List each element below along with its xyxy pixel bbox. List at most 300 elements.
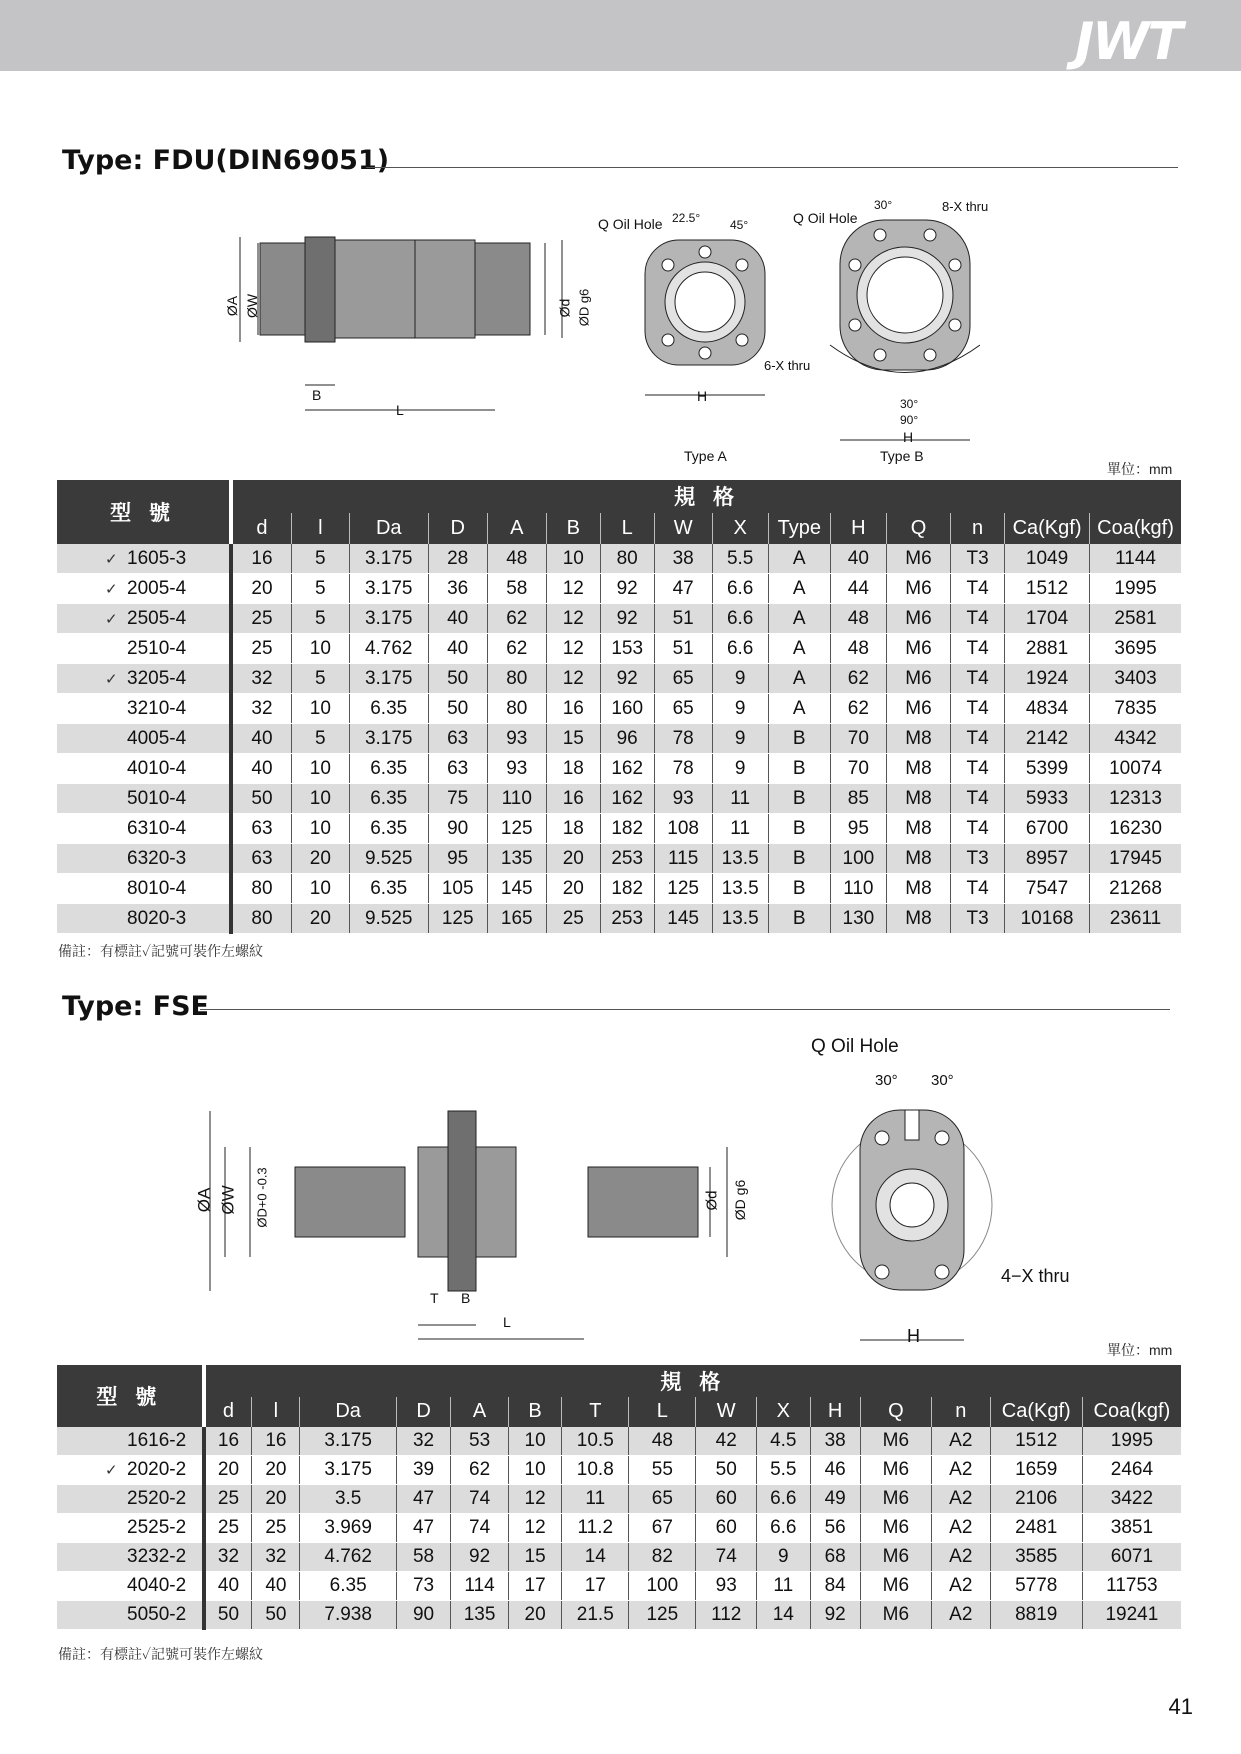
table-cell: 6.6 xyxy=(712,604,768,634)
table-cell: 160 xyxy=(600,694,654,724)
table-cell: 58 xyxy=(487,574,546,604)
model-label: 1616-2 xyxy=(127,1430,187,1451)
table-cell: 125 xyxy=(428,904,487,934)
table-row xyxy=(57,1514,1181,1543)
table-cell: 10 xyxy=(291,814,349,844)
table-cell: 2106 xyxy=(990,1485,1082,1514)
table-cell: A2 xyxy=(931,1456,990,1485)
table-cell: 40 xyxy=(428,604,487,634)
table-cell: T4 xyxy=(951,694,1005,724)
table-cell: M6 xyxy=(860,1572,931,1601)
fse-label-angle30a: 30° xyxy=(875,1072,898,1089)
model-cell xyxy=(57,754,231,784)
fdu-col-header: Q xyxy=(886,513,950,545)
table-cell: 110 xyxy=(487,784,546,814)
table-cell: 5 xyxy=(291,544,349,574)
model-label: 8010-4 xyxy=(127,877,187,899)
table-cell: 9 xyxy=(712,754,768,784)
fse-spec-header: 規 格 xyxy=(204,1365,1181,1397)
table-row xyxy=(57,694,1181,724)
table-cell: 1512 xyxy=(1005,574,1090,604)
fdu-label-h-a: H xyxy=(697,388,708,404)
table-cell: 67 xyxy=(629,1514,696,1543)
table-cell: 5399 xyxy=(1005,754,1090,784)
table-cell: 16230 xyxy=(1090,814,1181,844)
table-cell: 70 xyxy=(830,754,886,784)
model-cell xyxy=(57,904,231,934)
table-cell: 125 xyxy=(629,1601,696,1630)
table-cell: 60 xyxy=(696,1485,757,1514)
table-cell: 25 xyxy=(546,904,600,934)
table-cell: 93 xyxy=(696,1572,757,1601)
table-cell: 10 xyxy=(291,784,349,814)
table-cell: 4342 xyxy=(1090,724,1181,754)
table-cell: 17 xyxy=(562,1572,629,1601)
fdu-label-oilhole-a: Q Oil Hole xyxy=(598,216,663,232)
table-row xyxy=(57,874,1181,904)
table-row xyxy=(57,844,1181,874)
table-cell: 6.6 xyxy=(712,634,768,664)
table-cell: 38 xyxy=(810,1427,860,1456)
table-cell: 114 xyxy=(451,1572,509,1601)
fse-label-thru: 4−X thru xyxy=(1001,1266,1070,1286)
fdu-spec-header: 規 格 xyxy=(231,480,1181,513)
fse-unit-label: 單位：mm xyxy=(1107,1342,1173,1358)
table-cell: 1704 xyxy=(1005,604,1090,634)
table-cell: B xyxy=(768,874,830,904)
table-cell: M6 xyxy=(886,634,950,664)
fse-col-header: X xyxy=(757,1397,810,1428)
table-cell: 125 xyxy=(654,874,712,904)
fse-label-l: L xyxy=(503,1314,511,1330)
model-label: 6310-4 xyxy=(127,817,187,839)
table-cell: 9 xyxy=(712,664,768,694)
table-cell: 3.5 xyxy=(300,1485,396,1514)
table-cell: 40 xyxy=(428,634,487,664)
table-cell: A2 xyxy=(931,1601,990,1630)
table-cell: 1924 xyxy=(1005,664,1090,694)
table-cell: 95 xyxy=(428,844,487,874)
fdu-label-angle45: 45° xyxy=(730,218,749,232)
table-cell: A2 xyxy=(931,1514,990,1543)
table-cell: T3 xyxy=(951,904,1005,934)
table-cell: 12 xyxy=(508,1514,561,1543)
table-cell: B xyxy=(768,814,830,844)
fdu-col-header: Ca(Kgf) xyxy=(1005,513,1090,545)
table-cell: M8 xyxy=(886,784,950,814)
table-cell: 115 xyxy=(654,844,712,874)
table-cell: A2 xyxy=(931,1485,990,1514)
table-cell: 50 xyxy=(231,784,291,814)
fse-col-header: n xyxy=(931,1397,990,1428)
table-cell: 74 xyxy=(696,1543,757,1572)
table-cell: 90 xyxy=(396,1601,450,1630)
table-cell: 25 xyxy=(204,1514,252,1543)
table-cell: 5.5 xyxy=(712,544,768,574)
table-cell: 40 xyxy=(231,754,291,784)
fdu-col-header: n xyxy=(951,513,1005,545)
fdu-note-suffix: 記號可裝作左螺紋 xyxy=(151,943,264,959)
table-cell: 10074 xyxy=(1090,754,1181,784)
table-cell: 16 xyxy=(546,784,600,814)
fse-col-header: A xyxy=(451,1397,509,1428)
table-cell: 125 xyxy=(487,814,546,844)
table-cell: 74 xyxy=(451,1485,509,1514)
fdu-col-header: D xyxy=(428,513,487,545)
table-cell: 6700 xyxy=(1005,814,1090,844)
table-cell: M6 xyxy=(886,544,950,574)
table-cell: T3 xyxy=(951,844,1005,874)
table-cell: A xyxy=(768,664,830,694)
table-cell: 3.175 xyxy=(300,1427,396,1456)
table-cell: 6071 xyxy=(1082,1543,1181,1572)
table-cell: B xyxy=(768,724,830,754)
table-cell: M6 xyxy=(860,1543,931,1572)
model-cell xyxy=(57,1572,204,1601)
model-label: 3210-4 xyxy=(127,697,187,719)
table-cell: 11 xyxy=(712,784,768,814)
table-cell: 12313 xyxy=(1090,784,1181,814)
fdu-col-header: H xyxy=(830,513,886,545)
fdu-col-header: B xyxy=(546,513,600,545)
fdu-label-thru-a: 6-X thru xyxy=(764,358,811,373)
check-icon: ✓ xyxy=(142,943,152,959)
table-cell: 80 xyxy=(231,874,291,904)
table-row xyxy=(57,904,1181,934)
table-cell: 10.5 xyxy=(562,1427,629,1456)
fdu-label-type-a: Type A xyxy=(684,448,727,464)
fse-spec-table xyxy=(57,1365,1181,1630)
table-cell: 6.35 xyxy=(349,754,428,784)
fse-model-header: 型 號 xyxy=(57,1365,204,1427)
table-cell: 25 xyxy=(204,1485,252,1514)
table-cell: 5 xyxy=(291,604,349,634)
fse-drawing xyxy=(190,1035,1090,1355)
model-label: 2005-4 xyxy=(127,577,187,599)
table-cell: 9 xyxy=(757,1543,810,1572)
table-cell: 93 xyxy=(487,754,546,784)
table-cell: 50 xyxy=(252,1601,300,1630)
table-cell: 36 xyxy=(428,574,487,604)
fse-col-header: H xyxy=(810,1397,860,1428)
page-number: 41 xyxy=(1168,1694,1193,1719)
table-cell: 6.6 xyxy=(757,1485,810,1514)
table-cell: 10 xyxy=(508,1427,561,1456)
table-cell: 6.6 xyxy=(712,574,768,604)
fse-col-header: d xyxy=(204,1397,252,1428)
table-cell: 92 xyxy=(810,1601,860,1630)
table-cell: 145 xyxy=(487,874,546,904)
table-cell: 42 xyxy=(696,1427,757,1456)
table-cell: M6 xyxy=(886,574,950,604)
brand-logo: JWT xyxy=(1074,12,1181,72)
table-cell: 62 xyxy=(451,1456,509,1485)
table-cell: 253 xyxy=(600,904,654,934)
table-cell: M8 xyxy=(886,754,950,784)
fdu-note-prefix: 備註：有標註 xyxy=(58,943,142,959)
fdu-label-oilhole-b: Q Oil Hole xyxy=(793,210,858,226)
table-cell: 73 xyxy=(396,1572,450,1601)
table-cell: 51 xyxy=(654,604,712,634)
model-cell xyxy=(57,1456,204,1485)
table-row xyxy=(57,1456,1181,1485)
table-cell: M8 xyxy=(886,904,950,934)
table-cell: 32 xyxy=(252,1543,300,1572)
fdu-label-h-b: H xyxy=(903,429,914,445)
table-cell: 7.938 xyxy=(300,1601,396,1630)
table-cell: A xyxy=(768,634,830,664)
table-cell: 7835 xyxy=(1090,694,1181,724)
table-cell: 6.6 xyxy=(757,1514,810,1543)
table-cell: 13.5 xyxy=(712,904,768,934)
table-cell: 14 xyxy=(757,1601,810,1630)
table-cell: 3.175 xyxy=(349,604,428,634)
table-cell: 16 xyxy=(546,694,600,724)
model-label: 5050-2 xyxy=(127,1604,187,1625)
table-cell: 130 xyxy=(830,904,886,934)
model-label: 2520-2 xyxy=(127,1488,187,1509)
fdu-label-l: L xyxy=(396,402,404,418)
table-row xyxy=(57,1601,1181,1630)
table-cell: 2581 xyxy=(1090,604,1181,634)
table-cell: 1512 xyxy=(990,1427,1082,1456)
table-cell: 62 xyxy=(487,634,546,664)
model-cell xyxy=(57,694,231,724)
table-cell: M6 xyxy=(886,664,950,694)
fse-label-angle30b: 30° xyxy=(931,1072,954,1089)
fse-label-b: B xyxy=(461,1290,471,1306)
table-cell: 40 xyxy=(231,724,291,754)
table-cell: 3.175 xyxy=(300,1456,396,1485)
table-cell: 75 xyxy=(428,784,487,814)
table-cell: M8 xyxy=(886,814,950,844)
model-cell xyxy=(57,724,231,754)
table-cell: 48 xyxy=(830,604,886,634)
table-cell: T4 xyxy=(951,664,1005,694)
table-cell: 182 xyxy=(600,814,654,844)
table-cell: 95 xyxy=(830,814,886,844)
model-label: 2505-4 xyxy=(127,607,187,629)
table-cell: 2481 xyxy=(990,1514,1082,1543)
table-cell: A2 xyxy=(931,1543,990,1572)
table-cell: 28 xyxy=(428,544,487,574)
table-cell: 85 xyxy=(830,784,886,814)
table-cell: 108 xyxy=(654,814,712,844)
table-cell: 20 xyxy=(252,1456,300,1485)
fdu-col-header: X xyxy=(712,513,768,545)
table-cell: 105 xyxy=(428,874,487,904)
table-cell: 38 xyxy=(654,544,712,574)
model-cell xyxy=(57,784,231,814)
model-label: 4010-4 xyxy=(127,757,187,779)
model-cell xyxy=(57,1485,204,1514)
fdu-col-header: W xyxy=(654,513,712,545)
table-cell: 3.175 xyxy=(349,544,428,574)
fse-label-od03: ØD+0 -0.3 xyxy=(254,1167,270,1228)
table-cell: 18 xyxy=(546,814,600,844)
fdu-col-header: Type xyxy=(768,513,830,545)
table-row xyxy=(57,814,1181,844)
table-cell: M6 xyxy=(860,1514,931,1543)
table-cell: 1995 xyxy=(1090,574,1181,604)
table-cell: 63 xyxy=(428,724,487,754)
fdu-label-oa: ØA xyxy=(224,295,241,317)
table-cell: 2142 xyxy=(1005,724,1090,754)
table-cell: 1049 xyxy=(1005,544,1090,574)
table-cell: 112 xyxy=(696,1601,757,1630)
fdu-label-thru-b: 8-X thru xyxy=(942,199,989,214)
table-cell: B xyxy=(768,754,830,784)
table-cell: 20 xyxy=(291,904,349,934)
fse-label-ow: ØW xyxy=(218,1185,238,1215)
fdu-col-header: L xyxy=(600,513,654,545)
table-cell: 50 xyxy=(696,1456,757,1485)
fse-col-header: T xyxy=(562,1397,629,1428)
table-cell: 10 xyxy=(291,754,349,784)
table-cell: 100 xyxy=(830,844,886,874)
fse-note-suffix: 記號可裝作左螺紋 xyxy=(151,1646,264,1662)
check-icon: ✓ xyxy=(105,670,118,688)
model-label: 2020-2 xyxy=(127,1459,187,1480)
table-cell: 5933 xyxy=(1005,784,1090,814)
table-row xyxy=(57,634,1181,664)
table-cell: 65 xyxy=(629,1485,696,1514)
table-cell: 53 xyxy=(451,1427,509,1456)
table-cell: 56 xyxy=(810,1514,860,1543)
table-cell: 11 xyxy=(712,814,768,844)
table-cell: 10.8 xyxy=(562,1456,629,1485)
fse-note-prefix: 備註：有標註 xyxy=(58,1646,142,1662)
table-cell: 20 xyxy=(546,874,600,904)
table-cell: 3403 xyxy=(1090,664,1181,694)
table-cell: 25 xyxy=(231,634,291,664)
fdu-col-header: Da xyxy=(349,513,428,545)
model-cell xyxy=(57,1427,204,1456)
table-row xyxy=(57,604,1181,634)
table-cell: 145 xyxy=(654,904,712,934)
model-label: 8020-3 xyxy=(127,907,187,929)
table-cell: 3585 xyxy=(990,1543,1082,1572)
model-label: 3205-4 xyxy=(127,667,187,689)
table-cell: 65 xyxy=(654,664,712,694)
table-cell: 4.762 xyxy=(349,634,428,664)
table-cell: 78 xyxy=(654,754,712,784)
table-cell: 3695 xyxy=(1090,634,1181,664)
header-bar xyxy=(0,0,1241,71)
model-label: 4005-4 xyxy=(127,727,187,749)
table-cell: 80 xyxy=(231,904,291,934)
table-cell: 48 xyxy=(830,634,886,664)
table-cell: 78 xyxy=(654,724,712,754)
table-cell: 80 xyxy=(487,664,546,694)
table-cell: 4834 xyxy=(1005,694,1090,724)
table-cell: 17 xyxy=(508,1572,561,1601)
table-cell: B xyxy=(768,844,830,874)
table-cell: M8 xyxy=(886,874,950,904)
table-cell: 10168 xyxy=(1005,904,1090,934)
table-cell: 19241 xyxy=(1082,1601,1181,1630)
table-row xyxy=(57,724,1181,754)
fse-title: Type: FSE xyxy=(62,991,209,1022)
fse-note xyxy=(58,1644,263,1664)
fse-col-header: l xyxy=(252,1397,300,1428)
table-cell: T4 xyxy=(951,874,1005,904)
table-cell: 47 xyxy=(396,1485,450,1514)
check-icon: ✓ xyxy=(105,580,118,598)
fse-col-header: Coa(kgf) xyxy=(1082,1397,1181,1428)
model-cell xyxy=(57,544,231,574)
table-cell: 11.2 xyxy=(562,1514,629,1543)
table-cell: 16 xyxy=(204,1427,252,1456)
table-cell: 3422 xyxy=(1082,1485,1181,1514)
table-cell: 10 xyxy=(508,1456,561,1485)
table-cell: 50 xyxy=(204,1601,252,1630)
table-cell: 6.35 xyxy=(300,1572,396,1601)
table-cell: 182 xyxy=(600,874,654,904)
table-cell: 6.35 xyxy=(349,814,428,844)
table-cell: 5 xyxy=(291,724,349,754)
table-cell: 11753 xyxy=(1082,1572,1181,1601)
table-cell: A xyxy=(768,694,830,724)
fdu-label-angle225: 22.5° xyxy=(672,211,701,225)
table-cell: 135 xyxy=(487,844,546,874)
fdu-col-header: Coa(kgf) xyxy=(1090,513,1181,545)
fse-col-header: Da xyxy=(300,1397,396,1428)
fdu-col-header: A xyxy=(487,513,546,545)
table-cell: 47 xyxy=(396,1514,450,1543)
table-cell: 48 xyxy=(629,1427,696,1456)
fse-col-header: Ca(Kgf) xyxy=(990,1397,1082,1428)
fse-label-t: T xyxy=(430,1290,439,1306)
table-cell: 18 xyxy=(546,754,600,784)
fdu-unit-label: 單位：mm xyxy=(1107,461,1173,477)
table-cell: 70 xyxy=(830,724,886,754)
model-label: 6320-3 xyxy=(127,847,187,869)
table-cell: 39 xyxy=(396,1456,450,1485)
table-cell: M6 xyxy=(860,1485,931,1514)
model-label: 2525-2 xyxy=(127,1517,187,1538)
table-cell: 5.5 xyxy=(757,1456,810,1485)
table-cell: T4 xyxy=(951,604,1005,634)
table-cell: A xyxy=(768,544,830,574)
table-cell: 14 xyxy=(562,1543,629,1572)
table-cell: 8819 xyxy=(990,1601,1082,1630)
table-cell: 11 xyxy=(562,1485,629,1514)
table-cell: 44 xyxy=(830,574,886,604)
table-row xyxy=(57,1485,1181,1514)
table-cell: 58 xyxy=(396,1543,450,1572)
model-label: 1605-3 xyxy=(127,547,187,569)
fdu-label-type-b: Type B xyxy=(880,448,924,464)
check-icon: ✓ xyxy=(142,1646,152,1662)
table-cell: 49 xyxy=(810,1485,860,1514)
table-cell: 62 xyxy=(487,604,546,634)
table-cell: 2464 xyxy=(1082,1456,1181,1485)
table-cell: 3.969 xyxy=(300,1514,396,1543)
model-label: 5010-4 xyxy=(127,787,187,809)
model-cell xyxy=(57,844,231,874)
table-row xyxy=(57,1572,1181,1601)
table-cell: 23611 xyxy=(1090,904,1181,934)
table-cell: 80 xyxy=(487,694,546,724)
table-cell: 40 xyxy=(252,1572,300,1601)
fdu-label-od: Ød xyxy=(556,298,573,318)
table-cell: 6.35 xyxy=(349,694,428,724)
table-row xyxy=(57,754,1181,784)
table-cell: 162 xyxy=(600,754,654,784)
table-cell: 47 xyxy=(654,574,712,604)
table-cell: 62 xyxy=(830,664,886,694)
